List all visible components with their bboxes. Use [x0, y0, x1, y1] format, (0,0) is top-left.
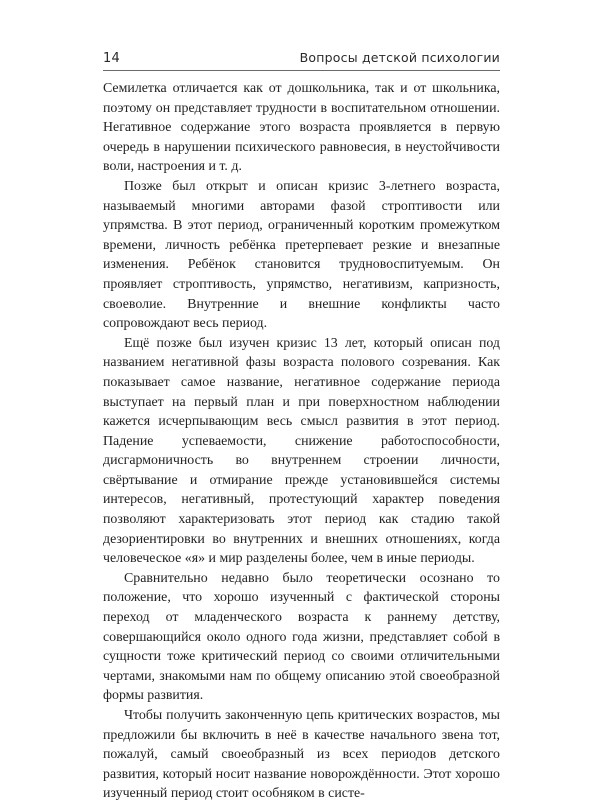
book-page	[103, 50, 500, 804]
paragraph: Сравнительно недавно было теоретически осознано то положение, что хорошо изученный с фактической стороны переход от младенческого возраста к раннему детству, совершающийся около одного года жизни, представляет собой в сущности тоже критический период со своими отличительными чертами, знакомыми нам по общему описанию этой своеобразной формы развития.	[103, 570, 500, 704]
body-text	[103, 79, 500, 804]
paragraph: Чтобы получить законченную цепь критических возрастов, мы предложили бы включить в неё в качестве начального звена тот, пожалуй, самый своеобразный из всех периодов детского развития, который носит название новорождённости. Этот хорошо изученный период стоит особняком в систе-	[103, 708, 500, 802]
running-title: Вопросы детской психологии	[299, 50, 500, 65]
paragraph: Позже был открыт и описан кризис 3-летнего возраста, называемый многими авторами фазой строптивости или упрямства. В этот период, ограниченный коротким промежутком времени, личность ребёнка претерпевает резкие и внезапные изменения. Ребёнок становится трудновоспитуемым. Он проявляет строптивость, упрямство, негативизм, капризность, своеволие. Внутренние и внешние конфликты часто сопровождают весь период.	[103, 178, 500, 332]
running-header	[103, 50, 500, 71]
paragraph: Ещё позже был изучен кризис 13 лет, который описан под названием негативной фазы возраста полового созревания. Как показывает самое название, негативное содержание периода выступает на первый план и при поверхностном наблюдении кажется исчерпывающим весь смысл развития в этот период. Падение успеваемости, снижение работоспособности, дисгармоничность во внутреннем строении личности, свёртывание и отмирание прежде установившейся системы интересов, негативный, протестующий характер поведения позволяют характеризовать этот период как стадию такой дезориентировки во внутренних и внешних отношениях, когда человеческое «я» и мир разделены более, чем в иные периоды.	[103, 335, 500, 567]
page-number: 14	[103, 51, 120, 66]
paragraph: Семилетка отличается как от дошкольника, так и от школьника, поэтому он представляет трудности в воспитательном отношении. Негативное содержание этого возраста проявляется в первую очередь в нарушении психического равновесия, в неустойчивости воли, настроения и т. д.	[103, 81, 500, 175]
